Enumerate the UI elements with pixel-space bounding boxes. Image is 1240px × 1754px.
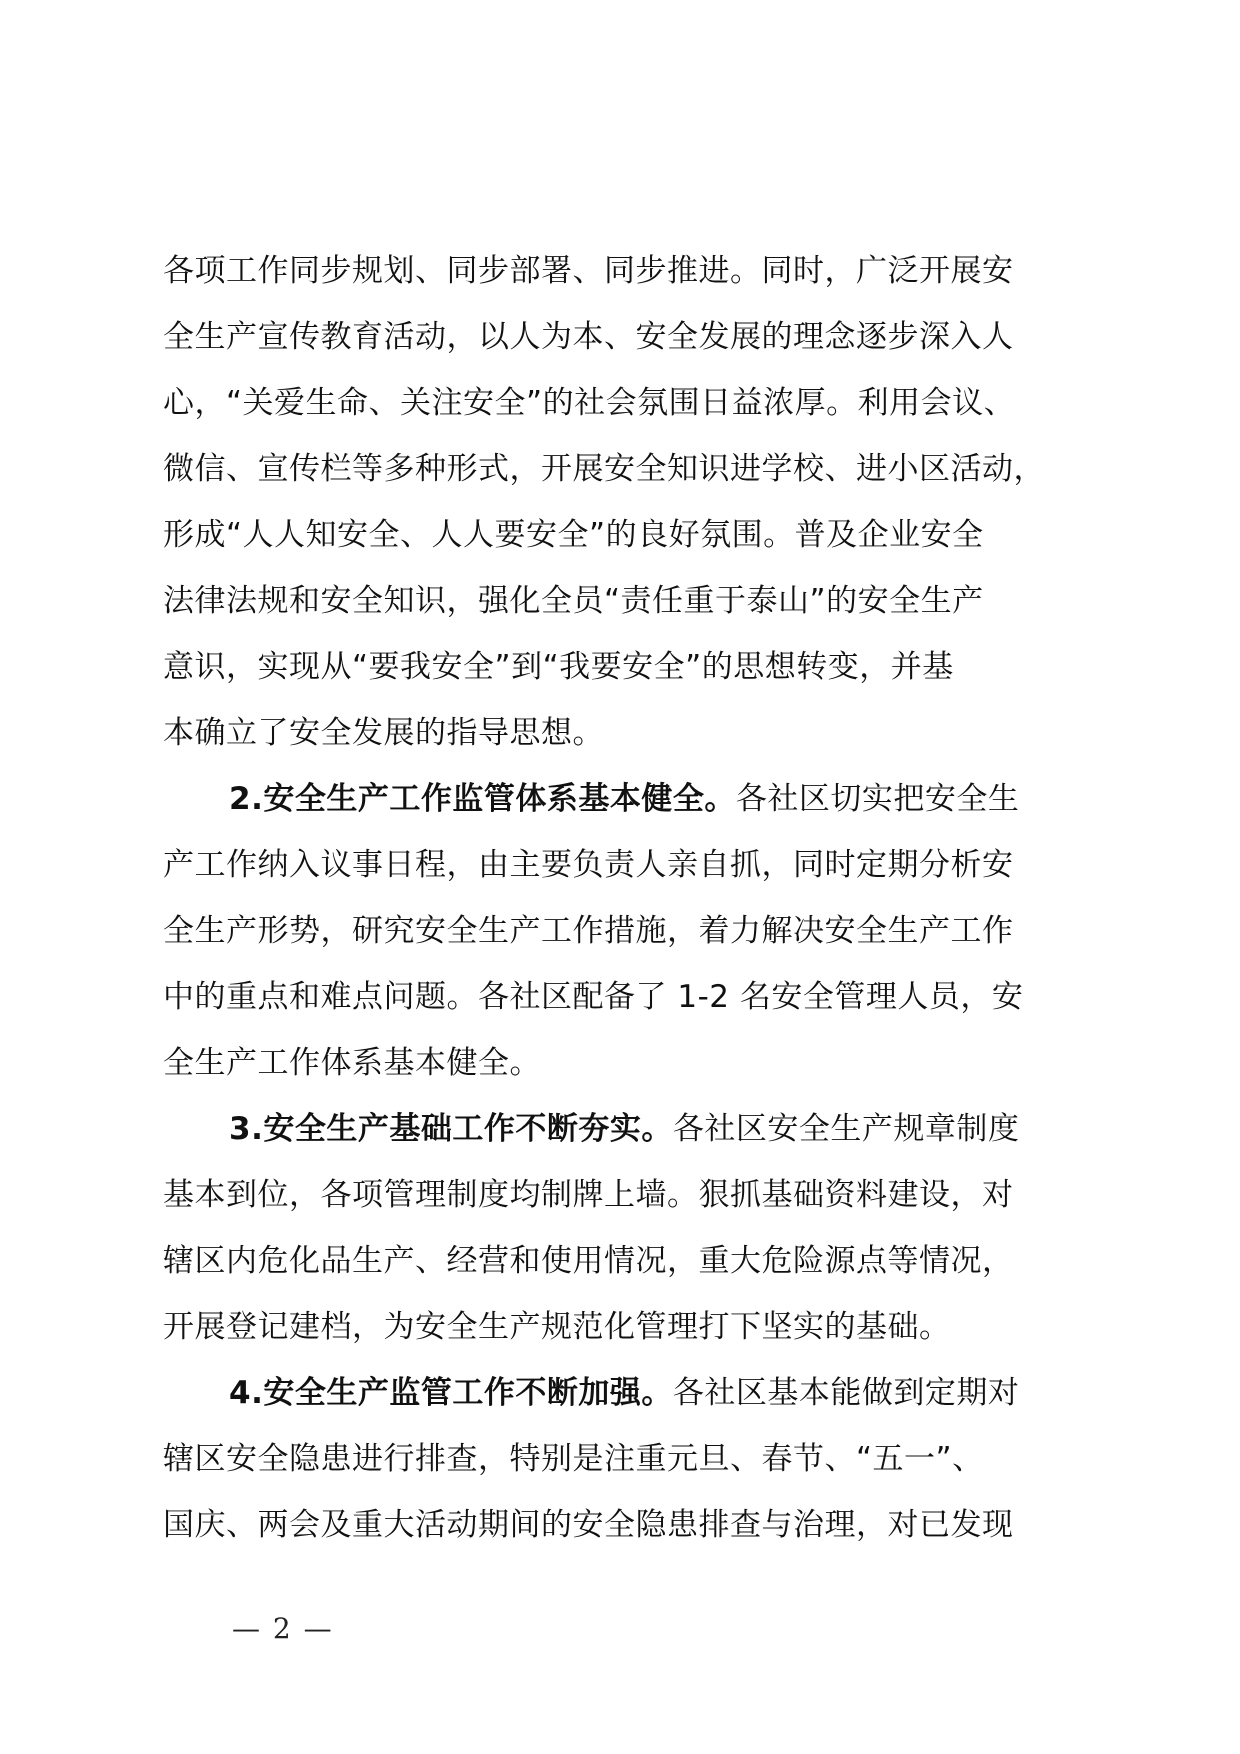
paragraph-3-first-line bbox=[163, 1096, 1107, 1162]
paragraph-3-line: 基本到位，各项管理制度均制牌上墙。狠抓基础资料建设，对 bbox=[163, 1177, 1014, 1213]
paragraph-1-line: 形成“人人知安全、人人要安全”的良好氛围。普及企业安全 bbox=[163, 517, 984, 553]
paragraph-4-line: 国庆、两会及重大活动期间的安全隐患排查与治理，对已发现 bbox=[163, 1507, 1014, 1543]
paragraph-2-heading: 2.安全生产工作监管体系基本健全。 bbox=[229, 781, 736, 817]
paragraph-2-line: 产工作纳入议事日程，由主要负责人亲自抓，同时定期分析安 bbox=[163, 847, 1014, 883]
paragraph-2-first-line bbox=[163, 766, 1107, 832]
paragraph-2-first-line-text: 各社区切实把安全生 bbox=[735, 781, 1020, 817]
paragraph-4-first-line-text: 各社区基本能做到定期对 bbox=[672, 1375, 1020, 1411]
paragraph-4-first-line bbox=[163, 1360, 1107, 1426]
paragraph-1-line: 心，“关爱生命、关注安全”的社会氛围日益浓厚。利用会议、 bbox=[163, 385, 1016, 421]
paragraph-1-line: 微信、宣传栏等多种形式，开展安全知识进学校、进小区活动， bbox=[163, 451, 1045, 487]
paragraph-2-line: 全生产形势，研究安全生产工作措施，着力解决安全生产工作 bbox=[163, 913, 1014, 949]
paragraph-4-line: 辖区安全隐患进行排查，特别是注重元旦、春节、“五一”、 bbox=[163, 1441, 984, 1477]
paragraph-1-line: 各项工作同步规划、同步部署、同步推进。同时，广泛开展安 bbox=[163, 253, 1014, 289]
paragraph-2-line: 中的重点和难点问题。各社区配备了 1-2 名安全管理人员，安 bbox=[163, 979, 1024, 1015]
paragraph-1-line: 意识，实现从“要我安全”到“我要安全”的思想转变，并基 bbox=[163, 649, 954, 685]
paragraph-1-line: 法律法规和安全知识，强化全员“责任重于泰山”的安全生产 bbox=[163, 583, 984, 619]
paragraph-3-line: 开展登记建档，为安全生产规范化管理打下坚实的基础。 bbox=[163, 1309, 951, 1345]
paragraph-1-line: 本确立了安全发展的指导思想。 bbox=[163, 715, 604, 751]
document-body bbox=[163, 238, 1107, 1558]
page-number: — 2 — bbox=[232, 1612, 334, 1645]
paragraph-3-line: 辖区内危化品生产、经营和使用情况，重大危险源点等情况， bbox=[163, 1243, 1014, 1279]
paragraph-3-first-line-text: 各社区安全生产规章制度 bbox=[672, 1111, 1020, 1147]
paragraph-1-line: 全生产宣传教育活动，以人为本、安全发展的理念逐步深入人 bbox=[163, 319, 1014, 355]
paragraph-2-line: 全生产工作体系基本健全。 bbox=[163, 1045, 541, 1081]
paragraph-4-heading: 4.安全生产监管工作不断加强。 bbox=[229, 1375, 673, 1411]
paragraph-3-heading: 3.安全生产基础工作不断夯实。 bbox=[229, 1111, 673, 1147]
